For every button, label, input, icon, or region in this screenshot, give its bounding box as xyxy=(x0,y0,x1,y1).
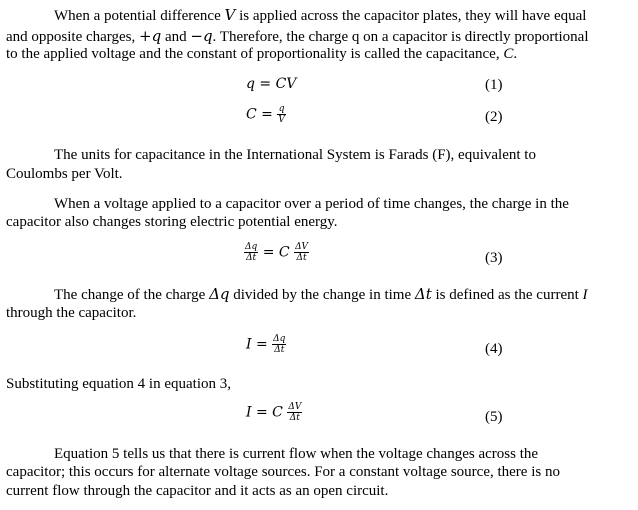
numerator: ΔV xyxy=(288,402,302,412)
math-variable: Δt xyxy=(414,285,432,303)
equation-3 xyxy=(244,242,309,263)
text-segment: When a potential difference xyxy=(54,8,225,24)
equation-2-number: (2) xyxy=(485,109,503,125)
paragraph-1-line-2 xyxy=(6,27,589,46)
paragraph-3-line-1: When a voltage applied to a capacitor over a period of time changes, the charge in the xyxy=(54,196,569,212)
fraction xyxy=(277,104,286,125)
text-segment: and opposite charges, xyxy=(6,29,140,45)
numerator: Δq xyxy=(245,242,258,252)
denominator: Δt xyxy=(246,253,257,263)
denominator: V xyxy=(278,115,285,125)
denominator: Δt xyxy=(289,413,300,423)
equation-lhs: I = C xyxy=(246,404,288,421)
text-segment: divided by the change in time xyxy=(229,287,415,303)
paragraph-1-line-1 xyxy=(54,6,586,25)
paragraph-6-line-2: capacitor; this occurs for alternate voltage sources. For a constant voltage source, there is no xyxy=(6,464,560,480)
paragraph-4-line-1 xyxy=(54,285,588,304)
paragraph-1-line-3 xyxy=(6,45,517,63)
paragraph-6-line-1: Equation 5 tells us that there is current flow when the voltage changes across the xyxy=(54,446,539,462)
numerator: q xyxy=(278,104,285,114)
text-segment: to the applied voltage and the constant of proportionality is called the capacitance, xyxy=(6,46,504,62)
math-variable: V xyxy=(224,6,236,24)
math-variable: Δq xyxy=(209,285,230,303)
fraction xyxy=(294,242,309,263)
paragraph-3-line-2: capacitor also changes storing electric potential energy. xyxy=(6,214,338,230)
numerator: ΔV xyxy=(295,242,309,252)
numerator: Δq xyxy=(273,334,286,344)
equation-4 xyxy=(246,334,286,355)
equation-2 xyxy=(246,104,286,125)
math-variable: +q xyxy=(139,27,162,45)
paragraph-2-line-2: Coulombs per Volt. xyxy=(6,166,123,182)
equation-lhs: I = xyxy=(246,336,273,353)
text-segment: is defined as the current xyxy=(431,287,583,303)
text-segment: is applied across the capacitor plates, they will have equal xyxy=(235,8,587,24)
math-variable: I xyxy=(582,287,588,303)
equation-5 xyxy=(246,402,302,423)
paragraph-2-line-1: The units for capacitance in the International System is Farads (F), equivalent to xyxy=(54,147,536,163)
text-segment: The change of the charge xyxy=(54,287,210,303)
text-segment: . xyxy=(513,46,518,62)
equation-1: q = CV xyxy=(246,76,297,92)
equation-operator: = C xyxy=(258,244,295,261)
paragraph-4-line-2: through the capacitor. xyxy=(6,305,137,321)
paragraph-5-line-1: Substituting equation 4 in equation 3, xyxy=(6,376,231,392)
equation-4-number: (4) xyxy=(485,341,503,357)
equation-3-number: (3) xyxy=(485,250,503,266)
math-variable: −q xyxy=(190,27,213,45)
fraction xyxy=(244,242,258,263)
equation-5-number: (5) xyxy=(485,409,503,425)
paragraph-6-line-3: current flow through the capacitor and it acts as an open circuit. xyxy=(6,483,389,499)
equation-1-number: (1) xyxy=(485,77,503,93)
fraction xyxy=(287,402,302,423)
math-variable: C xyxy=(503,46,514,62)
text-segment: and xyxy=(161,29,191,45)
denominator: Δt xyxy=(296,253,307,263)
text-segment: . Therefore, the charge q on a capacitor is directly proportional xyxy=(212,29,589,45)
equation-lhs: C = xyxy=(246,106,278,123)
fraction xyxy=(272,334,286,355)
denominator: Δt xyxy=(274,345,285,355)
